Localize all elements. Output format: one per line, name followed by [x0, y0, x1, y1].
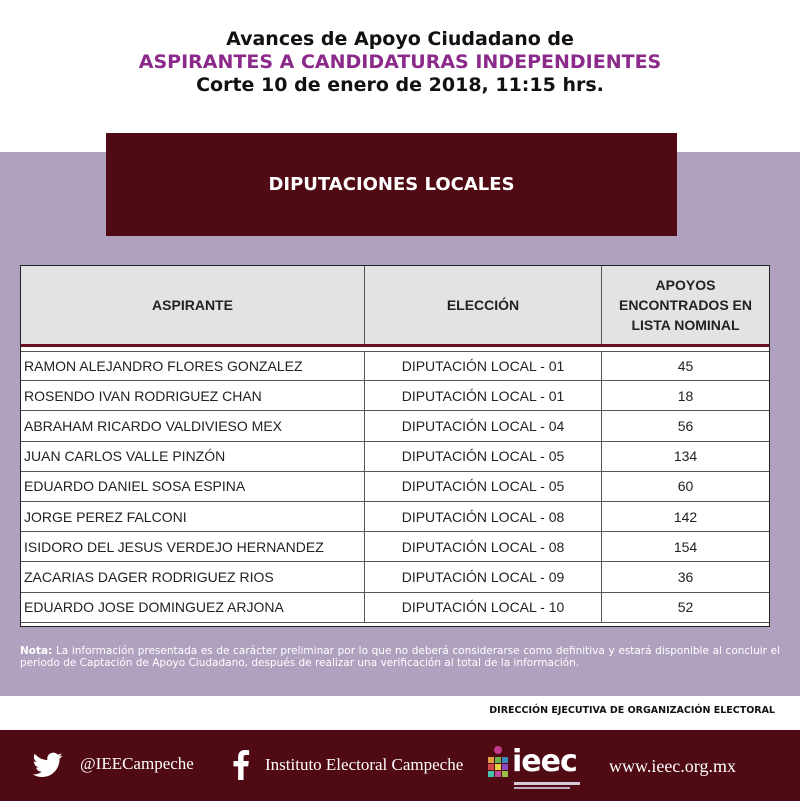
cell-aspirante: JORGE PEREZ FALCONI — [21, 502, 365, 531]
table-row — [21, 411, 769, 441]
header — [0, 0, 800, 152]
note-label: Nota: — [20, 645, 53, 657]
cell-apoyos: 134 — [673, 448, 698, 465]
cell-eleccion: DIPUTACIÓN LOCAL - 01 — [365, 352, 602, 380]
note — [20, 645, 780, 669]
website-link[interactable]: www.ieec.org.mx — [609, 756, 736, 776]
cell-apoyos: 36 — [677, 568, 694, 585]
cell-eleccion: DIPUTACIÓN LOCAL - 10 — [365, 593, 602, 622]
ieec-logo-mark — [486, 744, 510, 784]
cell-apoyos: 154 — [673, 538, 698, 555]
table-row — [21, 442, 769, 472]
cell-aspirante: EDUARDO DANIEL SOSA ESPINA — [21, 472, 365, 501]
table-row — [21, 532, 769, 562]
column-header-aspirante: ASPIRANTE — [21, 266, 365, 344]
column-header-apoyos: APOYOS ENCONTRADOS EN LISTA NOMINAL — [618, 277, 752, 333]
title-line-1: Avances de Apoyo Ciudadano de — [226, 28, 574, 50]
cell-eleccion: DIPUTACIÓN LOCAL - 05 — [365, 442, 602, 471]
facebook-icon[interactable] — [229, 750, 253, 780]
table-row — [21, 562, 769, 592]
cell-aspirante: ABRAHAM RICARDO VALDIVIESO MEX — [21, 411, 365, 440]
direccion-text: DIRECCIÓN EJECUTIVA DE ORGANIZACIÓN ELECTORAL — [489, 705, 775, 716]
cell-apoyos: 52 — [677, 599, 694, 616]
cell-apoyos: 45 — [677, 358, 694, 375]
table-body — [21, 351, 769, 623]
table-header — [21, 266, 769, 347]
title-line-2: ASPIRANTES A CANDIDATURAS INDEPENDIENTES — [138, 51, 662, 73]
table-row — [21, 351, 769, 381]
facebook-page[interactable]: Instituto Electoral Campeche — [265, 755, 464, 774]
direccion-bar — [0, 696, 800, 730]
logo-subline-2 — [514, 787, 570, 789]
table-row — [21, 593, 769, 623]
cell-aspirante: ISIDORO DEL JESUS VERDEJO HERNANDEZ — [21, 532, 365, 561]
cell-eleccion: DIPUTACIÓN LOCAL - 08 — [365, 532, 602, 561]
section-title: DIPUTACIONES LOCALES — [106, 133, 677, 236]
cell-aspirante: ZACARIAS DAGER RODRIGUEZ RIOS — [21, 562, 365, 591]
cell-eleccion: DIPUTACIÓN LOCAL - 04 — [365, 411, 602, 440]
table-row — [21, 502, 769, 532]
cell-aspirante: ROSENDO IVAN RODRIGUEZ CHAN — [21, 381, 365, 410]
title-line-3: Corte 10 de enero de 2018, 11:15 hrs. — [196, 74, 604, 96]
footer — [0, 730, 800, 801]
column-header-eleccion: ELECCIÓN — [365, 266, 602, 344]
twitter-handle[interactable]: @IEECampeche — [80, 754, 194, 773]
ieec-logo — [486, 740, 582, 792]
twitter-icon[interactable] — [33, 752, 63, 778]
cell-eleccion: DIPUTACIÓN LOCAL - 09 — [365, 562, 602, 591]
cell-apoyos: 56 — [677, 417, 694, 434]
cell-eleccion: DIPUTACIÓN LOCAL - 05 — [365, 472, 602, 501]
ieec-logo-text: ieec — [512, 744, 577, 779]
cell-eleccion: DIPUTACIÓN LOCAL - 01 — [365, 381, 602, 410]
cell-apoyos: 60 — [677, 478, 694, 495]
results-table — [20, 265, 770, 627]
table-row — [21, 381, 769, 411]
logo-subline — [514, 782, 580, 785]
cell-aspirante: RAMON ALEJANDRO FLORES GONZALEZ — [21, 352, 365, 380]
cell-apoyos: 142 — [673, 508, 698, 525]
table-row — [21, 472, 769, 502]
cell-aspirante: EDUARDO JOSE DOMINGUEZ ARJONA — [21, 593, 365, 622]
cell-eleccion: DIPUTACIÓN LOCAL - 08 — [365, 502, 602, 531]
note-text: La información presentada es de carácter preliminar por lo que no deberá considerarse como definitiva y estará disponible al concluir el periodo de Captación de Apoyo Ciudadano, después de realizar una verificación al total de la información. — [20, 645, 780, 669]
cell-aspirante: JUAN CARLOS VALLE PINZÓN — [21, 442, 365, 471]
cell-apoyos: 18 — [677, 387, 694, 404]
